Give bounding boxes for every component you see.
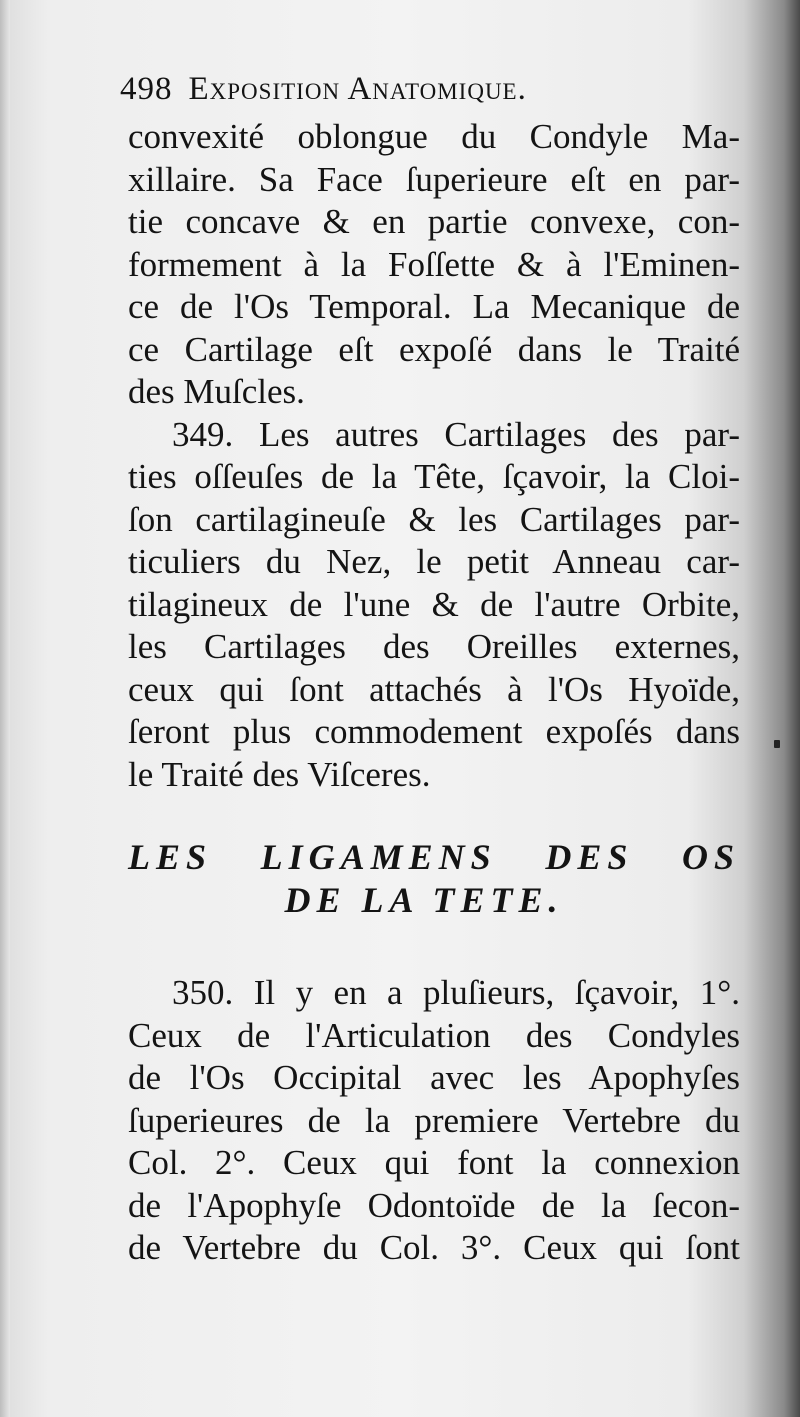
section-heading-line-1: LES LIGAMENS DES OS — [128, 837, 740, 877]
text-line: convexité oblongue du Condyle Ma- — [128, 117, 740, 156]
running-title: Exposition Anatomique. — [188, 71, 527, 107]
text-line: 350. Il y en a pluſieurs, ſçavoir, 1°. — [172, 973, 740, 1012]
paragraph-350 — [128, 972, 740, 1270]
text-line: tie concave & en partie convexe, con- — [128, 202, 740, 241]
text-line: le Traité des Viſceres. — [128, 754, 431, 794]
text-line: de Vertebre du Col. 3°. Ceux qui ſont — [128, 1228, 740, 1267]
text-line: ſeront plus commodement expoſés dans — [128, 712, 740, 751]
page-gutter-shadow — [0, 0, 10, 1417]
paragraph-349 — [128, 414, 740, 797]
text-line: xillaire. Sa Face ſuperieure eſt en par- — [128, 159, 740, 199]
text-line: ties oſſeuſes de la Tête, ſçavoir, la Cloi- — [128, 457, 740, 496]
ink-speck — [774, 740, 780, 748]
section-heading-line-2: DE LA TETE. — [284, 880, 564, 920]
page-text-block — [120, 62, 740, 1270]
text-line: ſon cartilagineuſe & les Cartilages par- — [128, 499, 740, 539]
text-line: ticuliers du Nez, le petit Anneau car- — [128, 542, 740, 581]
text-line: de l'Os Occipital avec les Apophyſes — [128, 1058, 740, 1097]
text-line: Ceux de l'Articulation des Condyles — [128, 1015, 740, 1055]
text-line: tilagineux de l'une & de l'autre Orbite, — [128, 584, 740, 624]
text-line: 349. Les autres Cartilages des par- — [172, 414, 740, 454]
text-line: Col. 2°. Ceux qui font la connexion — [128, 1143, 740, 1182]
text-line: les Cartilages des Oreilles externes, — [128, 627, 740, 666]
text-line: ce Cartilage eſt expoſé dans le Traité — [128, 329, 740, 369]
section-spacing — [128, 922, 740, 972]
text-line: des Muſcles. — [128, 372, 305, 411]
running-head — [120, 62, 740, 116]
paragraph-continued — [128, 116, 740, 414]
text-line: formement à la Foſſette & à l'Eminen- — [128, 244, 740, 284]
text-line: ſuperieures de la premiere Vertebre du — [128, 1100, 740, 1140]
page-number: 498 — [120, 71, 173, 107]
text-line: de l'Apophyſe Odontoïde de la ſecon- — [128, 1185, 740, 1225]
text-line: ceux qui ſont attachés à l'Os Hyoïde, — [128, 669, 740, 709]
text-line: ce de l'Os Temporal. La Mecanique de — [128, 287, 740, 326]
